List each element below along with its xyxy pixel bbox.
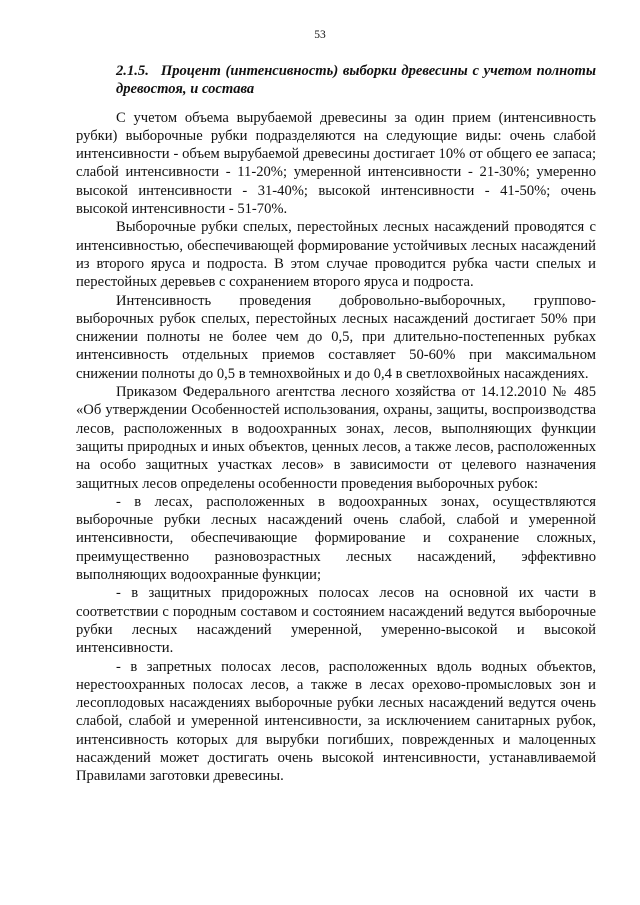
paragraph-mature-stands: Выборочные рубки спелых, перестойных лесных насаждений проводятся с интенсивностью, обеспечивающей формирование устойчивых лесных насаждений из второго яруса и подроста. В этом случае проводится рубка части спелых и перестойных деревьев с сохранением второго яруса и подроста. xyxy=(76,219,596,291)
section-heading xyxy=(76,62,596,99)
list-item-roadside-strips: - в защитных придорожных полосах лесов на основной их части в соответствии с породным составом и состоянием насаждений ведутся выборочные рубки лесных насаждений умеренной, умеренно-высокой и высокой интенсивности. xyxy=(76,585,596,657)
paragraph-intensity-values: Интенсивность проведения добровольно-выборочных, группово-выборочных рубок спелых, перестойных лесных насаждений достигает 50% при снижении полноты не более чем до 0,5, при длительно-постепенных рубках интенсивность отдельных приемов составляет 50-60% при максимальном снижении полноты до 0,5 в темнохвойных и до 0,4 в светлохвойных насаждениях. xyxy=(76,292,596,382)
list-item-restricted-strips: - в запретных полосах лесов, расположенных вдоль водных объектов, нерестоохранных полосах лесов, а также в лесах орехово-промысловых зон и лесоплодовых насаждениях выборочные рубки лесных насаждений ведутся очень слабой, слабой и умеренной интенсивности, за исключением санитарных рубок, интенсивность которых для вырубки погибших, поврежденных и малоценных насаждений может достигать очень высокой интенсивности, устанавливаемой Правилами заготовки древесины. xyxy=(76,658,596,785)
page-content xyxy=(76,62,596,786)
list-item-water-protection: - в лесах, расположенных в водоохранных зонах, осуществляются выборочные рубки лесных насаждений очень слабой, слабой и умеренной интенсивности, обеспечивающие формирование и сохранение сложных, преимущественно разновозрастных лесных насаждений, эффективно выполняющих водоохранные функции; xyxy=(76,493,596,584)
paragraph-order-485: Приказом Федерального агентства лесного хозяйства от 14.12.2010 № 485 «Об утверждении Особенностей использования, охраны, защиты, воспроизводства лесов, расположенных в водоохранных зонах, лесов, выполняющих функции защиты природных и иных объектов, ценных лесов, а также лесов, расположенных на особо защитных участках лесов» в зависимости от целевого назначения защитных лесов определены особенности проведения выборочных рубок: xyxy=(76,384,596,492)
paragraph-intensity-types: С учетом объема вырубаемой древесины за один прием (интенсивность рубки) выборочные рубки подразделяются на следующие виды: очень слабой интенсивности - объем вырубаемой древесины достигает 10% от общего ее запаса; слабой интенсивности - 11-20%; умеренной интенсивности - 21-30%; умеренно высокой интенсивности - 31-40%; высокой интенсивности - 41-50%; очень высокой интенсивности - 51-70%. xyxy=(76,109,596,218)
page-number: 53 xyxy=(314,29,326,41)
section-title: Процент (интенсивность) выборки древесины с учетом полноты древостоя, и состава xyxy=(116,63,596,98)
section-number: 2.1.5. xyxy=(116,63,149,79)
